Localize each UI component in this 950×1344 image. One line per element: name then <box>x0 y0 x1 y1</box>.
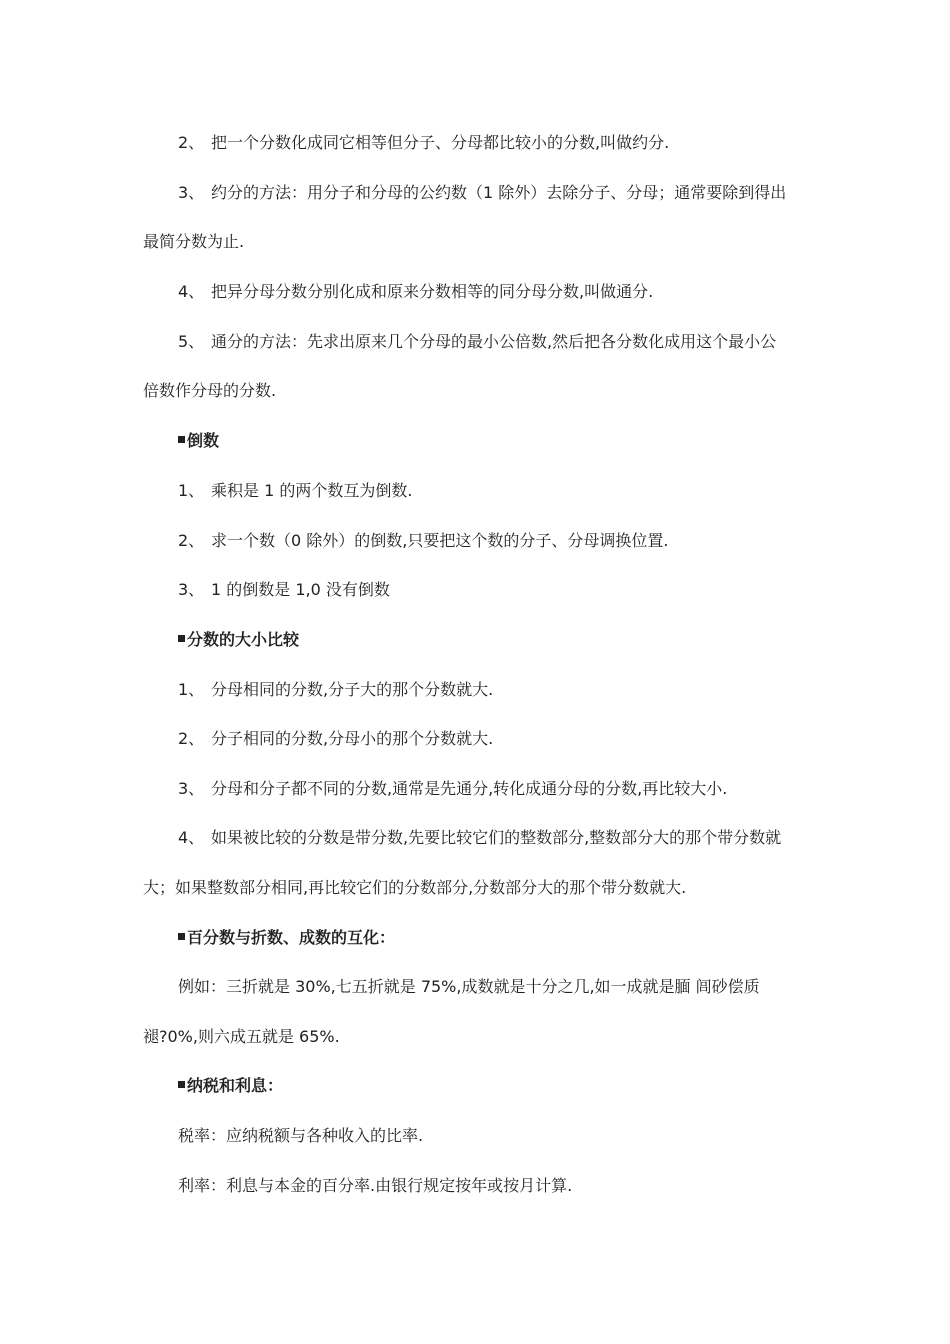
comparison-item-4 <box>178 827 808 849</box>
comparison-item-4-continued <box>143 877 808 899</box>
item-text: 最简分数为止. <box>143 232 245 251</box>
item-text: 通分的方法：先求出原来几个分母的最小公倍数,然后把各分数化成用这个最小公 <box>211 332 777 351</box>
item-number: 2、 <box>178 531 205 550</box>
example-text: 褪?0%,则六成五就是 65%. <box>143 1027 340 1046</box>
item-number: 4、 <box>178 828 205 847</box>
item-text: 乘积是 1 的两个数互为倒数. <box>211 481 413 500</box>
section-heading-comparison <box>178 629 808 651</box>
item-text: 倍数作分母的分数. <box>143 381 277 400</box>
item-text: 求一个数（0 除外）的倒数,只要把这个数的分子、分母调换位置. <box>211 531 669 550</box>
item-number: 4、 <box>178 282 205 301</box>
item-text: 大；如果整数部分相同,再比较它们的分数部分,分数部分大的那个带分数就大. <box>143 878 687 897</box>
item-number: 2、 <box>178 729 205 748</box>
definition-text: 税率：应纳税额与各种收入的比率. <box>178 1126 424 1145</box>
item-number: 3、 <box>178 183 205 202</box>
percent-example-continued <box>143 1026 808 1048</box>
fraction-item-4 <box>178 281 808 303</box>
item-text: 分子相同的分数,分母小的那个分数就大. <box>211 729 494 748</box>
reciprocal-item-1 <box>178 480 808 502</box>
item-number: 5、 <box>178 332 205 351</box>
heading-text: 纳税和利息： <box>187 1076 284 1095</box>
interest-rate-definition <box>178 1175 808 1197</box>
comparison-item-2 <box>178 728 808 750</box>
section-heading-tax <box>178 1075 808 1097</box>
heading-text: 分数的大小比较 <box>187 630 300 649</box>
example-text: 例如：三折就是 30%,七五折就是 75%,成数就是十分之几,如一成就是腼 闾砂偿质 <box>178 977 760 996</box>
heading-text: 百分数与折数、成数的互化： <box>187 928 396 947</box>
item-text: 分母和分子都不同的分数,通常是先通分,转化成通分母的分数,再比较大小. <box>211 779 728 798</box>
fraction-item-5-continued <box>143 380 808 402</box>
item-text: 约分的方法：用分子和分母的公约数（1 除外）去除分子、分母；通常要除到得出 <box>211 183 787 202</box>
square-bullet-icon <box>178 436 185 443</box>
definition-text: 利率：利息与本金的百分率.由银行规定按年或按月计算. <box>178 1176 573 1195</box>
reciprocal-item-3 <box>178 579 808 601</box>
square-bullet-icon <box>178 635 185 642</box>
fraction-item-3-continued <box>143 231 808 253</box>
item-text: 1 的倒数是 1,0 没有倒数 <box>211 580 390 599</box>
item-text: 分母相同的分数,分子大的那个分数就大. <box>211 680 494 699</box>
item-number: 3、 <box>178 779 205 798</box>
item-number: 1、 <box>178 680 205 699</box>
comparison-item-1 <box>178 679 808 701</box>
section-heading-reciprocal <box>178 430 808 452</box>
item-number: 1、 <box>178 481 205 500</box>
section-heading-percent <box>178 927 808 949</box>
fraction-item-5 <box>178 331 808 353</box>
item-text: 把异分母分数分别化成和原来分数相等的同分母分数,叫做通分. <box>211 282 654 301</box>
fraction-item-3 <box>178 182 808 204</box>
heading-text: 倒数 <box>187 431 220 450</box>
fraction-item-2 <box>178 132 808 154</box>
item-text: 如果被比较的分数是带分数,先要比较它们的整数部分,整数部分大的那个带分数就 <box>211 828 782 847</box>
tax-rate-definition <box>178 1125 808 1147</box>
percent-example <box>178 976 808 998</box>
reciprocal-item-2 <box>178 530 808 552</box>
square-bullet-icon <box>178 933 185 940</box>
item-number: 2、 <box>178 133 205 152</box>
item-text: 把一个分数化成同它相等但分子、分母都比较小的分数,叫做约分. <box>211 133 670 152</box>
item-number: 3、 <box>178 580 205 599</box>
square-bullet-icon <box>178 1081 185 1088</box>
comparison-item-3 <box>178 778 808 800</box>
